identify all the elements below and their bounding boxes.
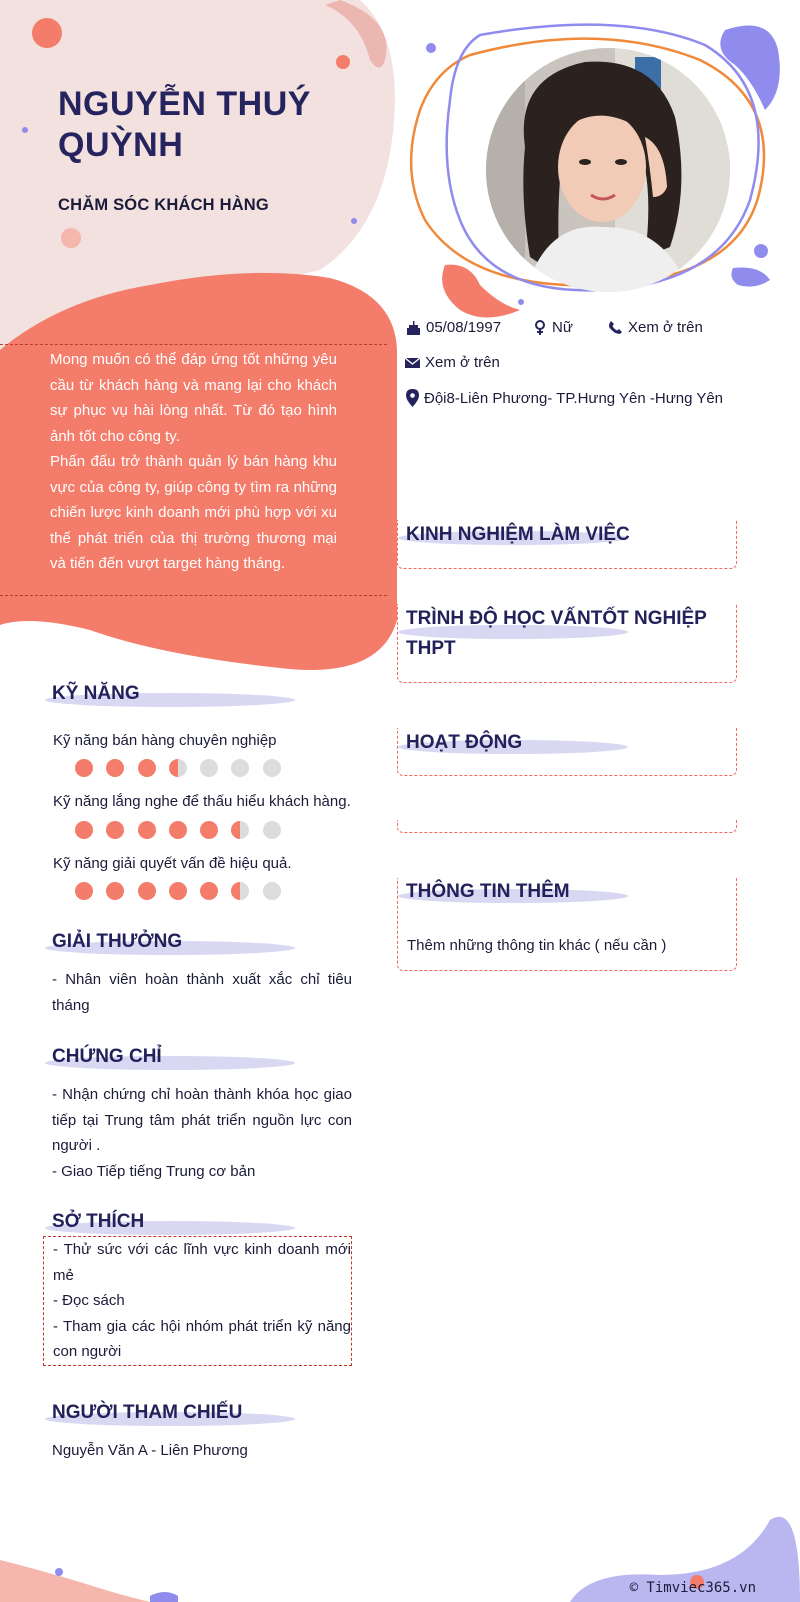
address-value: Đội8-Liên Phương- TP.Hưng Yên -Hưng Yên	[424, 389, 724, 407]
skill-dot	[169, 759, 187, 777]
birthday-value: 05/08/1997	[426, 319, 502, 336]
experience-title: KINH NGHIỆM LÀM VIỆC	[406, 524, 630, 545]
skill-rating	[75, 759, 281, 777]
skill-dot	[263, 821, 281, 839]
phone-icon	[608, 320, 623, 335]
education-title: TRÌNH ĐỘ HỌC VẤNTỐT NGHIỆP THPT	[406, 608, 707, 659]
hobby-line: - Thử sức với các lĩnh vực kinh doanh mới mẻ	[53, 1241, 351, 1284]
certificates-title: CHỨNG CHỈ	[52, 1046, 162, 1067]
skill-dot	[263, 882, 281, 900]
watermark: © Timviec365.vn	[629, 1580, 756, 1596]
skill-dot	[200, 882, 218, 900]
skill-dot	[106, 759, 124, 777]
email-value: Xem ở trên	[425, 354, 500, 371]
avatar	[485, 47, 731, 293]
gender-value: Nữ	[552, 319, 573, 336]
location-pin-icon	[406, 389, 419, 407]
skill-label: Kỹ năng bán hàng chuyên nghiệp	[53, 732, 277, 749]
hobby-line: - Tham gia các hội nhóm phát triển kỹ năng con người	[53, 1317, 351, 1360]
skill-dot	[106, 882, 124, 900]
skill-dot	[75, 759, 93, 777]
skill-dot	[106, 821, 124, 839]
phone-value: Xem ở trên	[628, 319, 703, 336]
candidate-name: NGUYỄN THUÝ QUỲNH	[58, 85, 311, 164]
gender-icon	[533, 319, 547, 336]
certificate-line: - Nhận chứng chỉ hoàn thành khóa học giao tiếp tại Trung tâm phát triển nguồn lực con người .	[52, 1086, 352, 1154]
skill-dot	[200, 821, 218, 839]
skill-dot	[231, 821, 249, 839]
skill-dot	[231, 882, 249, 900]
skill-dot	[75, 821, 93, 839]
skill-dot	[169, 882, 187, 900]
skill-dot	[231, 759, 249, 777]
skills-title: KỸ NĂNG	[52, 683, 140, 704]
skill-label: Kỹ năng lắng nghe để thấu hiểu khách hàng.	[53, 793, 351, 810]
objective-paragraph-2: Phấn đấu trở thành quản lý bán hàng khu vực của công ty, giúp công ty tìm ra những chiến lược kinh doanh mới phù hợp với xu thế phát triển của thị trường thương mại và tiến đến vượt target hàng tháng.	[50, 453, 337, 572]
additional-info-title: THÔNG TIN THÊM	[406, 881, 570, 902]
birthday-row	[406, 319, 501, 336]
address-row	[406, 389, 723, 407]
phone-row	[608, 319, 703, 336]
additional-info-text: Thêm những thông tin khác ( nếu cần )	[407, 937, 667, 954]
hobby-line: - Đọc sách	[53, 1292, 125, 1309]
career-objective	[0, 344, 387, 596]
awards-title: GIẢI THƯỞNG	[52, 931, 183, 952]
empty-section-box	[397, 820, 737, 833]
awards-text: - Nhân viên hoàn thành xuất xắc chỉ tiêu tháng	[52, 971, 352, 1014]
references-text: Nguyễn Văn A - Liên Phương	[52, 1442, 248, 1459]
activities-title: HOẠT ĐỘNG	[406, 732, 523, 753]
skill-dot	[138, 759, 156, 777]
skill-label: Kỹ năng giải quyết vấn đề hiệu quả.	[53, 855, 292, 872]
gender-row	[533, 319, 573, 336]
email-row	[405, 354, 500, 371]
skill-dot	[169, 821, 187, 839]
cake-icon	[406, 320, 421, 336]
certificate-line: - Giao Tiếp tiếng Trung cơ bản	[52, 1162, 256, 1180]
skill-dot	[75, 882, 93, 900]
skill-dot	[263, 759, 281, 777]
certificates-text	[52, 1082, 352, 1184]
job-title: CHĂM SÓC KHÁCH HÀNG	[58, 196, 269, 214]
mail-icon	[405, 357, 420, 369]
references-title: NGƯỜI THAM CHIẾU	[52, 1402, 243, 1423]
skill-rating	[75, 821, 281, 839]
skill-dot	[200, 759, 218, 777]
hobbies-text	[43, 1236, 352, 1366]
skill-dot	[138, 821, 156, 839]
skill-dot	[138, 882, 156, 900]
skill-rating	[75, 882, 281, 900]
objective-paragraph-1: Mong muốn có thể đáp ứng tốt những yêu cầu từ khách hàng và mang lại cho khách sự phục vụ hài lòng nhất. Từ đó tạo hình ảnh tốt cho công ty.	[50, 351, 337, 445]
hobbies-title: SỞ THÍCH	[52, 1211, 145, 1232]
